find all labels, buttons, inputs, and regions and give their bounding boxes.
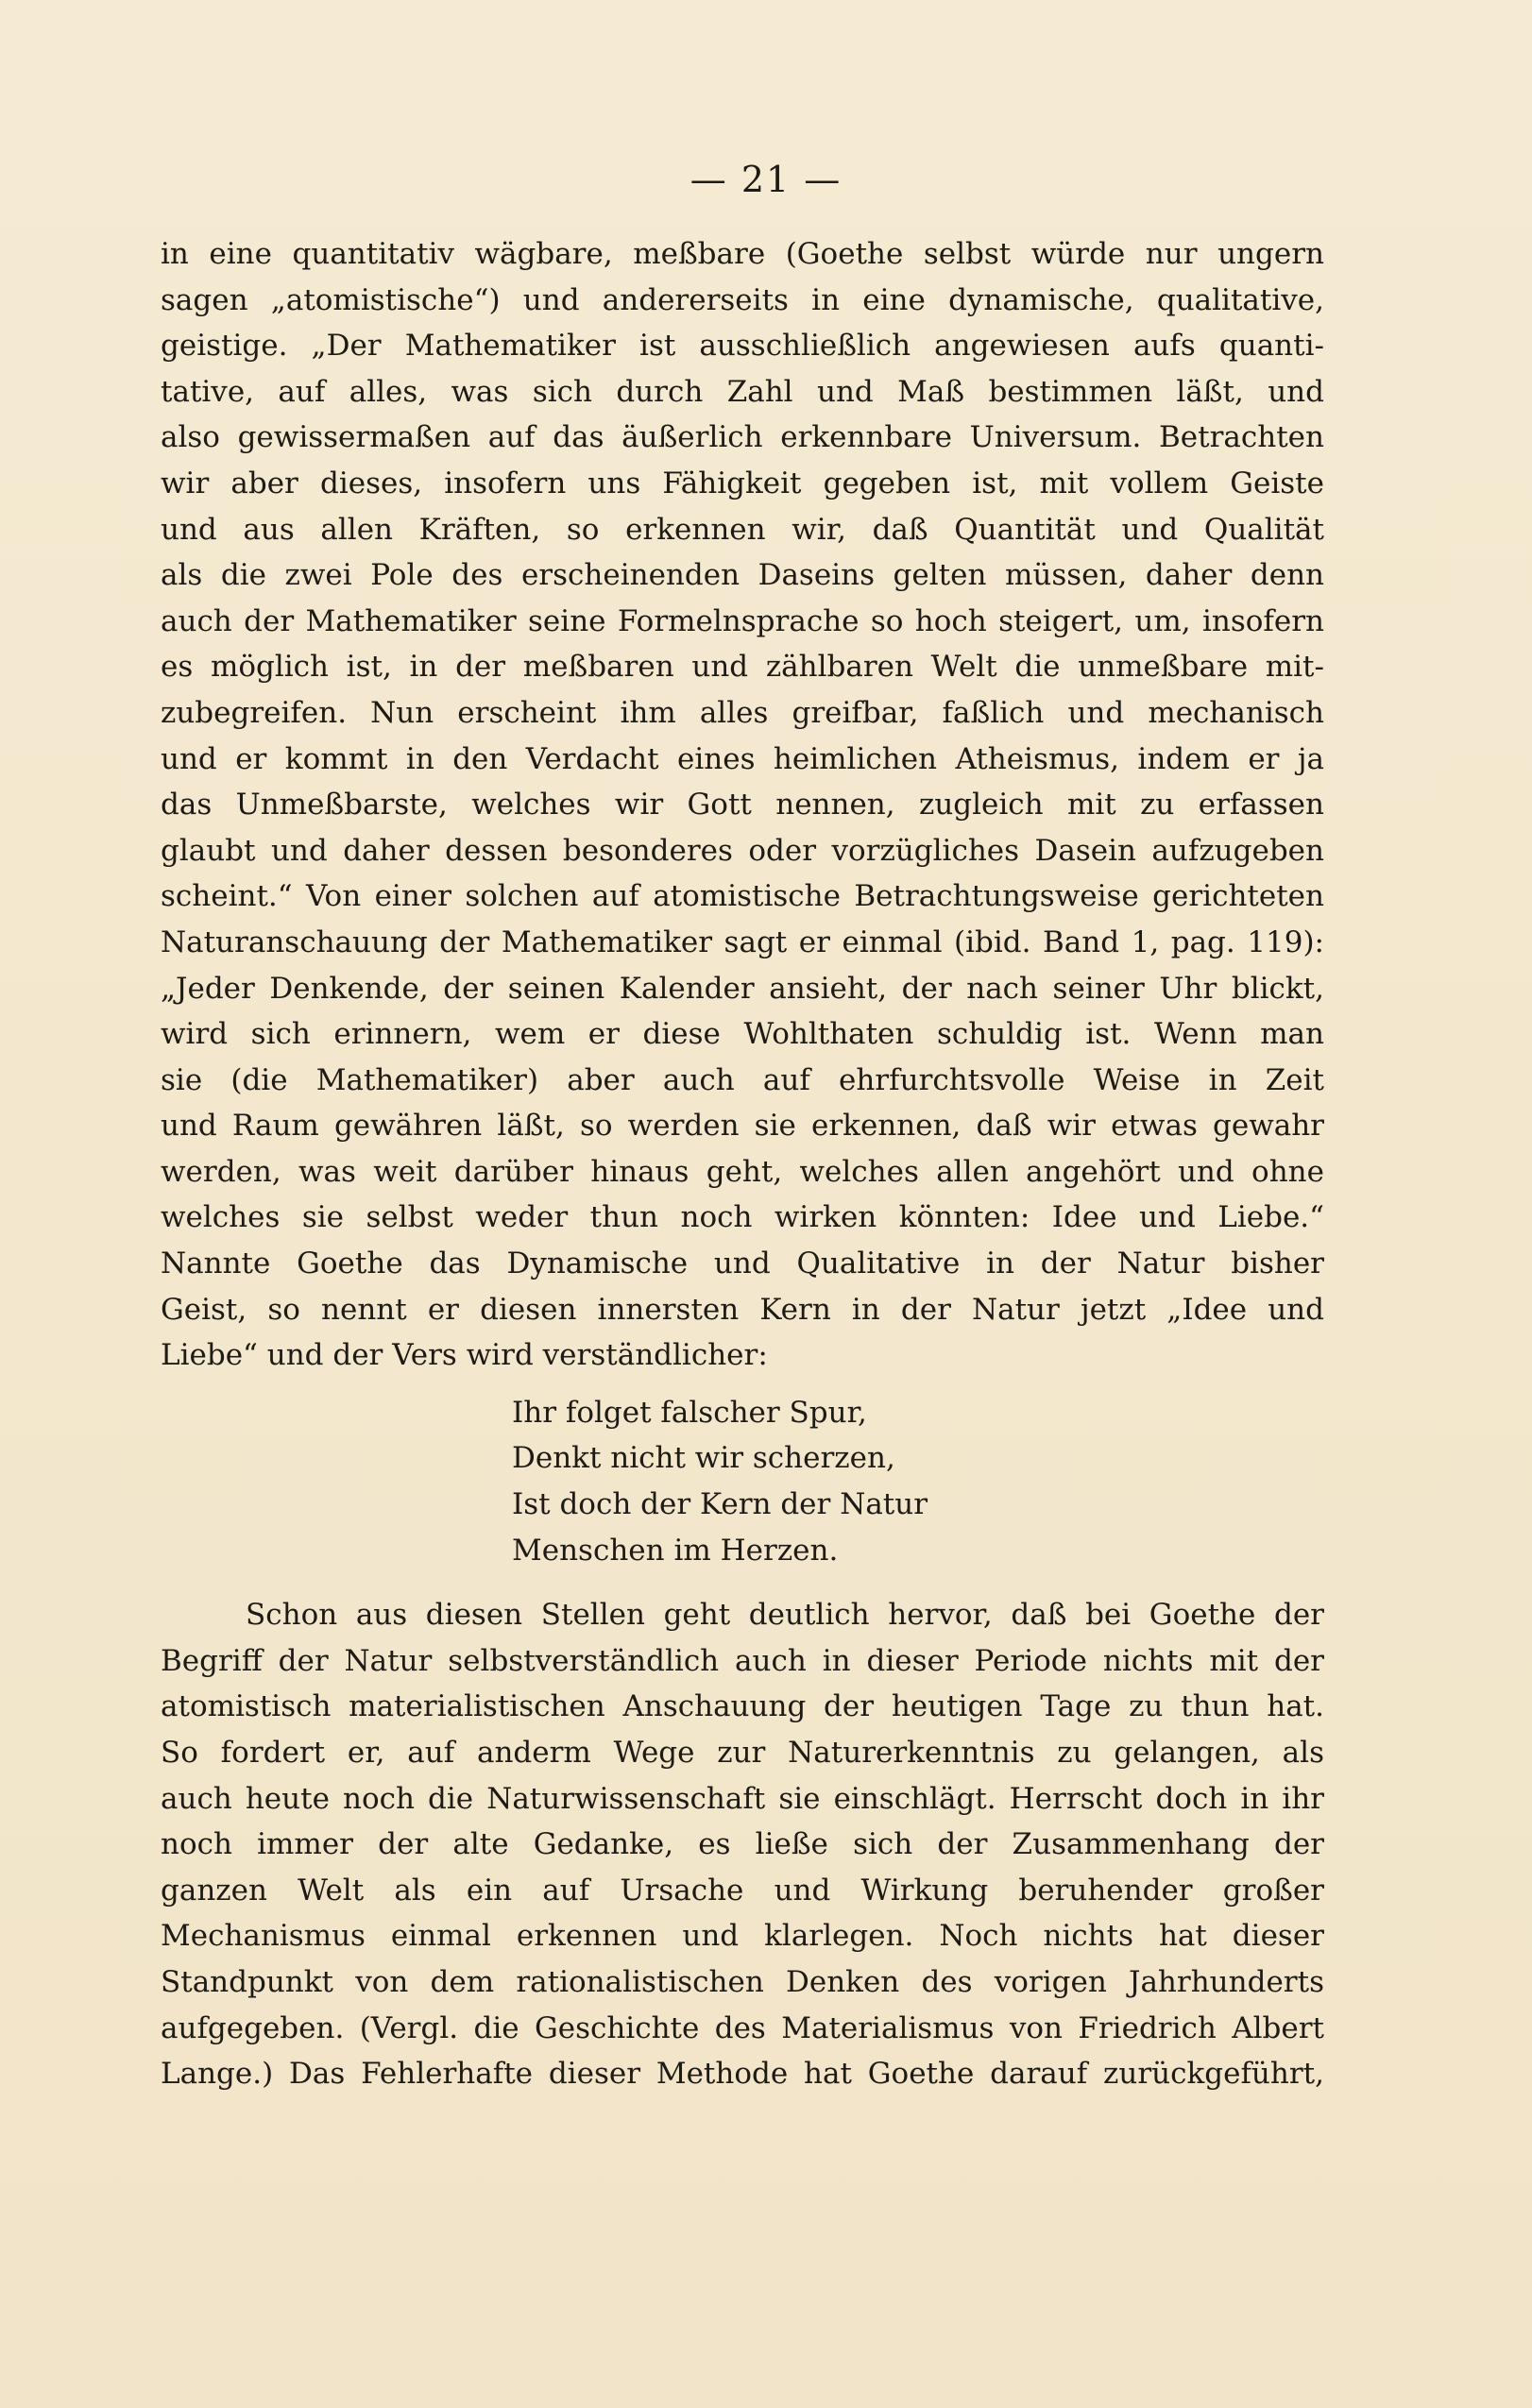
verse-line: Menschen im Herzen. [512,1533,839,1568]
text-line: tative, auf alles, was sich durch Zahl und Maß bestimmen läßt, und [161,374,1324,409]
text-line: So fordert er, auf anderm Wege zur Naturerkenntnis zu gelangen, als [161,1736,1324,1770]
text-line: auch heute noch die Naturwissenschaft sie einschlägt. Herrscht doch in ihr [161,1781,1324,1816]
text-line: werden, was weit darüber hinaus geht, welches allen angehört und ohne [161,1154,1324,1189]
verse-line: Ihr folget falscher Spur, [512,1395,867,1430]
text-line: Schon aus diesen Stellen geht deutlich hervor, daß bei Goethe der [246,1598,1324,1633]
text-line: Naturanschauung der Mathematiker sagt er einmal (ibid. Band 1, pag. 119): [161,924,1324,959]
page-number: — 21 — [689,159,843,200]
body-text [161,231,1324,2097]
text-line: Geist, so nennt er diesen innersten Kern in der Natur jetzt „Idee und [161,1292,1324,1327]
text-line: Standpunkt von dem rationalistischen Denken des vorigen Jahrhunderts [161,1964,1324,1999]
text-line: sie (die Mathematiker) aber auch auf ehrfurchtsvolle Weise in Zeit [161,1062,1324,1097]
text-line: „Jeder Denkende, der seinen Kalender ansieht, der nach seiner Uhr blickt, [161,971,1324,1006]
verse-block [512,1390,1324,1573]
text-line: und er kommt in den Verdacht eines heimlichen Atheismus, indem er ja [161,741,1324,776]
verse-line: Ist doch der Kern der Natur [512,1487,928,1522]
verse-line: Denkt nicht wir scherzen, [512,1441,895,1476]
paragraph-1 [161,231,1324,1379]
text-line: in eine quantitativ wägbare, meßbare (Goethe selbst würde nur ungern [161,237,1324,271]
text-line: wir aber dieses, insofern uns Fähigkeit gegeben ist, mit vollem Geiste [161,466,1324,500]
text-line: aufgegeben. (Vergl. die Geschichte des Materialismus von Friedrich Albert [161,2010,1324,2045]
text-line: auch der Mathematiker seine Formelnsprache so hoch steigert, um, insofern [161,603,1324,638]
text-line: atomistisch materialistischen Anschauung der heutigen Tage zu thun hat. [161,1689,1324,1724]
text-line: noch immer der alte Gedanke, es ließe sich der Zusammenhang der [161,1827,1324,1862]
text-line: wird sich erinnern, wem er diese Wohlthaten schuldig ist. Wenn man [161,1017,1324,1052]
text-line: Begriff der Natur selbstverständlich auch in dieser Periode nichts mit der [161,1643,1324,1678]
text-line: das Unmeßbarste, welches wir Gott nennen, zugleich mit zu erfassen [161,788,1324,822]
text-line: glaubt und daher dessen besonderes oder vorzügliches Dasein aufzugeben [161,833,1324,868]
text-line: und aus allen Kräften, so erkennen wir, daß Quantität und Qualität [161,512,1324,547]
paragraph-2 [161,1592,1324,2097]
text-line: Lange.) Das Fehlerhafte dieser Methode hat Goethe darauf zurückgeführt, [161,2057,1324,2092]
text-line: Liebe“ und der Vers wird verständlicher: [161,1338,768,1373]
text-line: als die zwei Pole des erscheinenden Daseins gelten müssen, daher denn [161,558,1324,593]
text-line: geistige. „Der Mathematiker ist ausschließlich angewiesen aufs quanti- [161,329,1324,364]
text-line: es möglich ist, in der meßbaren und zählbaren Welt die unmeßbare mit- [161,650,1324,685]
text-line: Nannte Goethe das Dynamische und Qualitative in der Natur bisher [161,1246,1324,1281]
text-line: ganzen Welt als ein auf Ursache und Wirkung beruhender großer [161,1873,1324,1908]
text-line: sagen „atomistische“) und andererseits in eine dynamische, qualitative, [161,282,1324,317]
text-line: scheint.“ Von einer solchen auf atomistische Betrachtungsweise gerichteten [161,879,1324,914]
text-line: und Raum gewähren läßt, so werden sie erkennen, daß wir etwas gewahr [161,1109,1324,1144]
text-line: Mechanismus einmal erkennen und klarlegen. Noch nichts hat dieser [161,1919,1324,1954]
text-line: welches sie selbst weder thun noch wirken könnten: Idee und Liebe.“ [161,1200,1324,1235]
text-line: zubegreifen. Nun erscheint ihm alles greifbar, faßlich und mechanisch [161,695,1324,730]
text-line: also gewissermaßen auf das äußerlich erkennbare Universum. Betrachten [161,420,1324,455]
